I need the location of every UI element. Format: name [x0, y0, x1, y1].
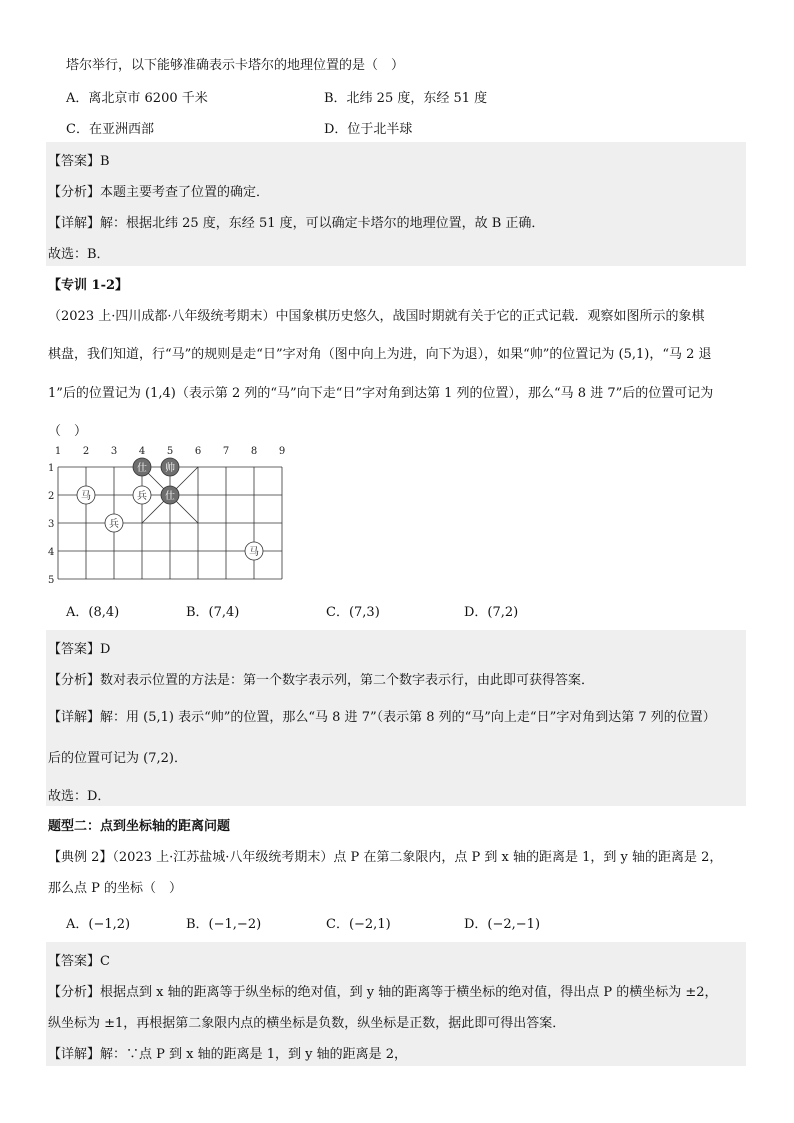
q2-stem-line2: 棋盘，我们知道，行“马”的规则是走“日”字对角（图中向上为进，向下为退），如果“帅”的位置记为 (5,1)，“马 2 退: [48, 347, 712, 362]
row-label: 3: [48, 519, 55, 530]
row-label: 4: [48, 547, 55, 558]
chess-board-figure: [46, 442, 296, 587]
row-label: 1: [48, 463, 55, 474]
q2-answer: 【答案】D: [48, 642, 111, 657]
q2-analysis: 【分析】数对表示位置的方法是：第一个数字表示列，第二个数字表示行，由此即可获得答案．: [48, 673, 595, 688]
column-label: 2: [82, 446, 90, 457]
q3-detail: 【详解】解：∵点 P 到 x 轴的距离是 1，到 y 轴的距离是 2，: [48, 1047, 408, 1062]
q3-option-a: A．(−1,2): [66, 917, 131, 932]
chess-piece: [161, 458, 179, 476]
q1-option-a: A．离北京市 6200 千米: [66, 91, 208, 106]
q3-answer: 【答案】C: [48, 954, 110, 969]
q3-stem-line2: 那么点 P 的坐标（ ）: [48, 881, 183, 896]
q2-option-b: B．(7,4): [186, 605, 240, 620]
section-title: 题型二：点到坐标轴的距离问题: [48, 819, 231, 834]
column-label: 6: [194, 446, 202, 457]
q2-option-c: C．(7,3): [326, 605, 380, 620]
q3-analysis-line1: 【分析】根据点到 x 轴的距离等于纵坐标的绝对值，到 y 轴的距离等于横坐标的绝对值，得出点 P 的横坐标为 ±2，: [48, 985, 718, 1000]
chess-piece: [133, 458, 151, 476]
chess-piece-label: 兵: [137, 491, 147, 502]
q1-option-d: D．位于北半球: [324, 122, 413, 137]
q2-option-a: A．(8,4): [66, 605, 120, 620]
q3-option-b: B．(−1,−2): [186, 917, 262, 932]
chess-piece: [133, 486, 151, 504]
q2-stem-line1: （2023 上·四川成都·八年级统考期末）中国象棋历史悠久，战国时期就有关于它的正式记载．观察如图所示的象棋: [48, 309, 705, 324]
q2-heading: 【专训 1-2】: [48, 278, 129, 293]
q3-option-c: C．(−2,1): [326, 917, 391, 932]
chess-piece-label: 马: [81, 491, 91, 502]
q2-choose: 故选：D．: [48, 789, 111, 804]
column-label: 7: [222, 446, 230, 457]
chess-piece: [245, 542, 263, 560]
q3-stem-line1: 【典例 2】（2023 上·江苏盐城·八年级统考期末）点 P 在第二象限内，点 P 到 x 轴的距离是 1，到 y 轴的距离是 2，: [48, 850, 723, 865]
q1-analysis: 【分析】本题主要考查了位置的确定．: [48, 185, 270, 200]
chess-piece: [105, 514, 123, 532]
q3-option-d: D．(−2,−1): [464, 917, 541, 932]
row-label: 2: [48, 491, 55, 502]
q1-answer: 【答案】B: [48, 154, 110, 169]
q1-choose: 故选：B．: [48, 247, 110, 262]
column-label: 1: [54, 446, 62, 457]
column-label: 3: [110, 446, 118, 457]
q1-option-b: B．北纬 25 度，东经 51 度: [324, 91, 488, 106]
chess-piece-label: 帅: [165, 463, 175, 474]
q1-solution-box: [46, 142, 746, 266]
q1-stem: 塔尔举行，以下能够准确表示卡塔尔的地理位置的是（ ）: [66, 58, 405, 73]
column-label: 9: [278, 446, 286, 457]
q2-option-d: D．(7,2): [464, 605, 519, 620]
q1-detail: 【详解】解：根据北纬 25 度，东经 51 度，可以确定卡塔尔的地理位置，故 B 正确．: [48, 216, 545, 231]
q2-detail-line2: 后的位置可记为 (7,2)．: [48, 751, 187, 766]
column-label: 8: [250, 446, 258, 457]
q2-stem-line3: 1”后的位置记为 (1,4)（表示第 2 列的“马”向下走“日”字对角到达第 1 列的位置），那么“马 8 进 7”后的位置可记为: [48, 386, 714, 401]
q1-option-c: C．在亚洲西部: [66, 122, 154, 137]
chess-piece-label: 兵: [109, 519, 119, 530]
q3-analysis-line2: 纵坐标为 ±1，再根据第二象限内点的横坐标是负数，纵坐标是正数，据此即可得出答案．: [48, 1016, 566, 1031]
chess-piece-label: 仕: [137, 463, 147, 474]
column-label: 5: [166, 446, 174, 457]
q2-detail-line1: 【详解】解：用 (5,1) 表示“帅”的位置，那么“马 8 进 7”（表示第 8 列的“马”向上走“日”字对角到达第 7 列的位置）: [48, 710, 716, 725]
chess-piece: [77, 486, 95, 504]
chess-piece: [161, 486, 179, 504]
column-label: 4: [138, 446, 146, 457]
q2-stem-line4: （ ）: [48, 424, 88, 439]
row-label: 5: [48, 575, 55, 586]
chess-piece-label: 仕: [165, 491, 175, 502]
chess-piece-label: 马: [249, 547, 259, 558]
